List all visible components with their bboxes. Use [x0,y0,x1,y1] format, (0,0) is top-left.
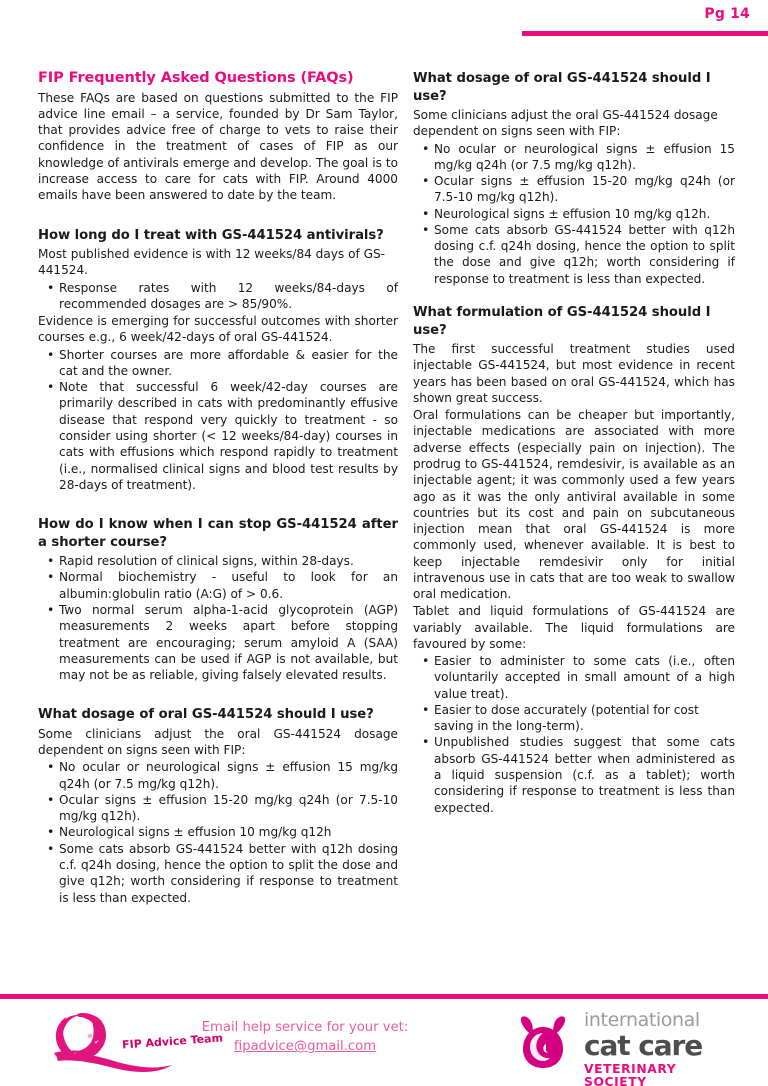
list-item: • Some cats absorb GS-441524 better with q12h dosing c.f. q24h dosing, hence the option to split the dose and give q12h; worth considering if response to treatment is less than expected. [434,222,735,287]
cat-care-mark-icon [512,1011,574,1073]
faq-section-title: FIP Frequently Asked Questions (FAQs) [38,70,354,86]
list-item: • Rapid resolution of clinical signs, within 28-days. [59,553,398,569]
list-item: • Some cats absorb GS-441524 better with q12h dosing c.f. q24h dosing, hence the option to split the dose and give q12h; worth considering if response to treatment is less than expected. [59,841,398,906]
list-item: • Ocular signs ± effusion 15-20 mg/kg q24h (or 7.5-10 mg/kg q12h). [434,173,735,206]
list-item: • Note that successful 6 week/42-day courses are primarily described in cats with predominantly effusive disease that respond very quickly to treatment - so consider using shorter (< 12 weeks/84-day) courses in cats with effusions which respond rapidly to treatment (i.e., normalised clinical signs and blood test results by 28-days of treatment). [59,379,398,493]
answer-bullet-list [38,553,398,683]
left-column [38,70,398,988]
icc-wordmark [584,1011,728,1086]
right-column [413,70,735,988]
list-item: • No ocular or neurological signs ± effusion 15 mg/kg q24h (or 7.5 mg/kg q12h). [434,141,735,174]
faq-intro-paragraph: These FAQs are based on questions submitted to the FIP advice line email – a service, founded by Dr Sam Taylor, that provides advice free of charge to vets to raise their confidence in the treatment of cases of FIP as our knowledge of antivirals emerge and develop. The goal is to increase access to care for cats with FIP. Around 4000 emails have been answered to date by the team. [38,90,398,203]
question-heading-formulation: What formulation of GS-441524 should I use? [413,305,711,338]
answer-bullet-list [38,280,398,313]
answer-paragraph: Some clinicians adjust the oral GS-441524 dosage dependent on signs seen with FIP: [413,108,718,139]
icc-line-international: international [584,1009,700,1031]
question-heading-stop-criteria: How do I know when I can stop GS-441524 after a shorter course? [38,517,398,550]
list-item: • Shorter courses are more affordable & easier for the cat and the owner. [59,347,398,380]
spacer [413,288,735,304]
question-heading-treat-duration: How long do I treat with GS-441524 antivirals? [38,227,384,243]
answer-bullet-list [413,141,735,287]
spacer [38,494,398,516]
list-item: • Easier to dose accurately (potential for cost saving in the long-term). [434,702,735,735]
answer-paragraph: Most published evidence is with 12 weeks/84 days of GS-441524. [38,247,385,278]
list-item: • Two normal serum alpha-1-acid glycoprotein (AGP) measurements 2 weeks apart before stopping treatment are encouraging; serum amyloid A (SAA) measurements can be used if AGP is not available, but may not be as reliable, giving falsely elevated results. [59,602,398,683]
answer-paragraph: Oral formulations can be cheaper but importantly, injectable medications are associated with more adverse effects (especially pain on injection). The prodrug to GS-441524, remdesivir, is available as an injectable agent; it was commonly used a few years ago as it was the only antiviral available in some countries but its cost and pain on subcutaneous injection mean that oral GS-441524 is more commonly used, whenever available. It is best to keep injectable remdesivir only for initial intravenous use in cats that are too weak to swallow oral medication. [413,408,735,602]
fip-advice-team-label: FIP Advice Team [121,1031,224,1052]
question-heading-oral-dosage: What dosage of oral GS-441524 should I use? [38,707,374,723]
email-address-link[interactable]: fipadvice@gmail.com [233,1039,377,1055]
answer-paragraph: The first successful treatment studies used injectable GS-441524, but most evidence in recent years has been based on oral GS-441524, which has shown great success. [413,342,735,405]
page-header [0,0,768,44]
fip-advice-team-logo [36,1011,224,1073]
list-item: • Unpublished studies suggest that some cats absorb GS-441524 better when administered as a liquid suspension (c.f. as a tablet); worth considering if response to treatment is less than expected. [434,734,735,815]
answer-paragraph: Tablet and liquid formulations of GS-441524 are variably available. The liquid formulations are favoured by some: [413,604,735,651]
article-columns [38,70,735,988]
spacer [38,684,398,706]
answer-paragraph: Some clinicians adjust the oral GS-441524 dosage dependent on signs seen with FIP: [38,726,398,758]
page-footer [0,999,768,1086]
list-item: • Neurological signs ± effusion 10 mg/kg q12h. [434,206,735,222]
list-item: • Ocular signs ± effusion 15-20 mg/kg q24h (or 7.5-10 mg/kg q12h). [59,792,398,825]
icc-line-veterinary-society: VETERINARY SOCIETY [584,1061,677,1086]
answer-bullet-list [413,653,735,816]
header-accent-rule [522,31,768,36]
page-number-label: Pg 14 [704,6,750,22]
international-cat-care-logo [512,1009,728,1086]
list-item: • Easier to administer to some cats (i.e., often voluntarily accepted in small amount of a high value treat). [434,653,735,702]
list-item: • Neurological signs ± effusion 10 mg/kg q12h [59,824,398,840]
answer-paragraph: Evidence is emerging for successful outcomes with shorter courses e.g., 6 week/42-days of oral GS-441524. [38,314,398,345]
spacer [38,205,398,227]
list-item: • No ocular or neurological signs ± effusion 15 mg/kg q24h (or 7.5 mg/kg q12h). [59,759,398,792]
email-help-block [190,1018,420,1056]
list-item: • Normal biochemistry - useful to look for an albumin:globulin ratio (A:G) of > 0.6. [59,569,398,602]
icc-line-cat-care: cat care [584,1028,703,1062]
answer-bullet-list [38,759,398,905]
question-heading-oral-dosage-cont: What dosage of oral GS-441524 should I use? [413,71,711,104]
email-help-heading: Email help service for your vet: [201,1020,409,1035]
list-item: • Response rates with 12 weeks/84-days of recommended dosages are > 85/90%. [59,280,398,313]
answer-bullet-list [38,347,398,493]
